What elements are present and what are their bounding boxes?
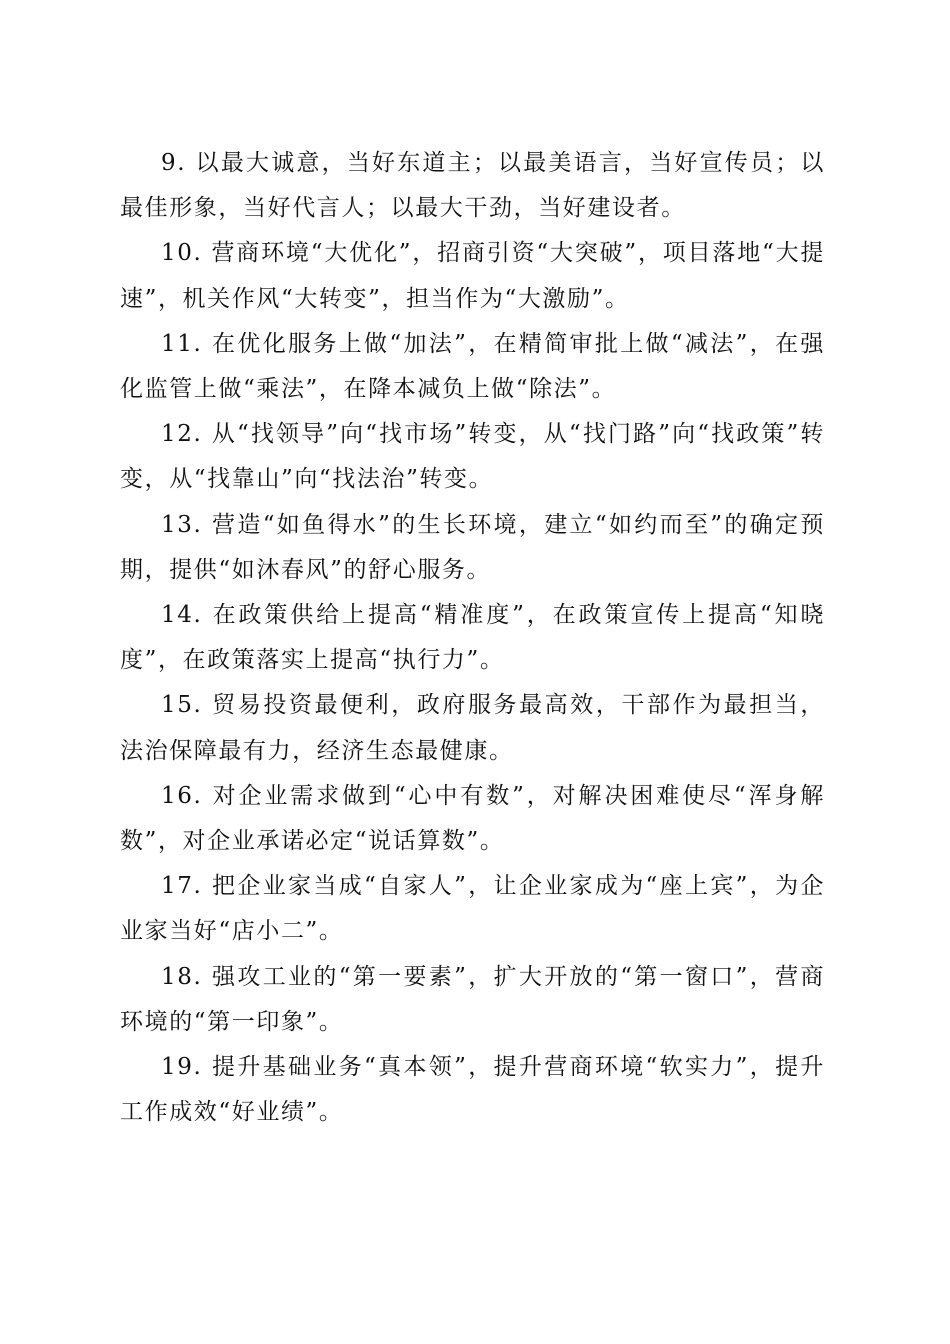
paragraph-13: 13. 营造“如鱼得水”的生长环境，建立“如约而至”的确定预期，提供“如沐春风”的舒心服务。 [120, 511, 825, 583]
paragraph-16: 16. 对企业需求做到“心中有数”，对解决困难使尽“浑身解数”，对企业承诺必定“说话算数”。 [120, 782, 825, 855]
paragraph-12: 12. 从“找领导”向“找市场”转变，从“找门路”向“找政策”转变，从“找靠山”向“找法治”转变。 [120, 421, 825, 493]
paragraph-17: 17. 把企业家当成“自家人”，让企业家成为“座上宾”，为企业家当好“店小二”。 [120, 873, 825, 945]
paragraph-11: 11. 在优化服务上做“加法”，在精简审批上做“减法”，在强化监管上做“乘法”，在降本减负上做“除法”。 [120, 330, 825, 403]
paragraph-9: 9. 以最大诚意，当好东道主；以最美语言，当好宣传员；以最佳形象，当好代言人；以最大干劲，当好建设者。 [120, 150, 825, 222]
paragraph-14: 14. 在政策供给上提高“精准度”，在政策宣传上提高“知晓度”，在政策落实上提高“执行力”。 [120, 602, 825, 674]
paragraph-15: 15. 贸易投资最便利，政府服务最高效，干部作为最担当，法治保障最有力，经济生态最健康。 [120, 692, 825, 764]
paragraph-18: 18. 强攻工业的“第一要素”，扩大开放的“第一窗口”，营商环境的“第一印象”。 [120, 963, 825, 1035]
paragraph-10: 10. 营商环境“大优化”，招商引资“大突破”，项目落地“大提速”，机关作风“大转变”，担当作为“大激励”。 [120, 240, 825, 312]
paragraph-19: 19. 提升基础业务“真本领”，提升营商环境“软实力”，提升工作成效“好业绩”。 [120, 1054, 825, 1126]
document-body [120, 141, 825, 1135]
